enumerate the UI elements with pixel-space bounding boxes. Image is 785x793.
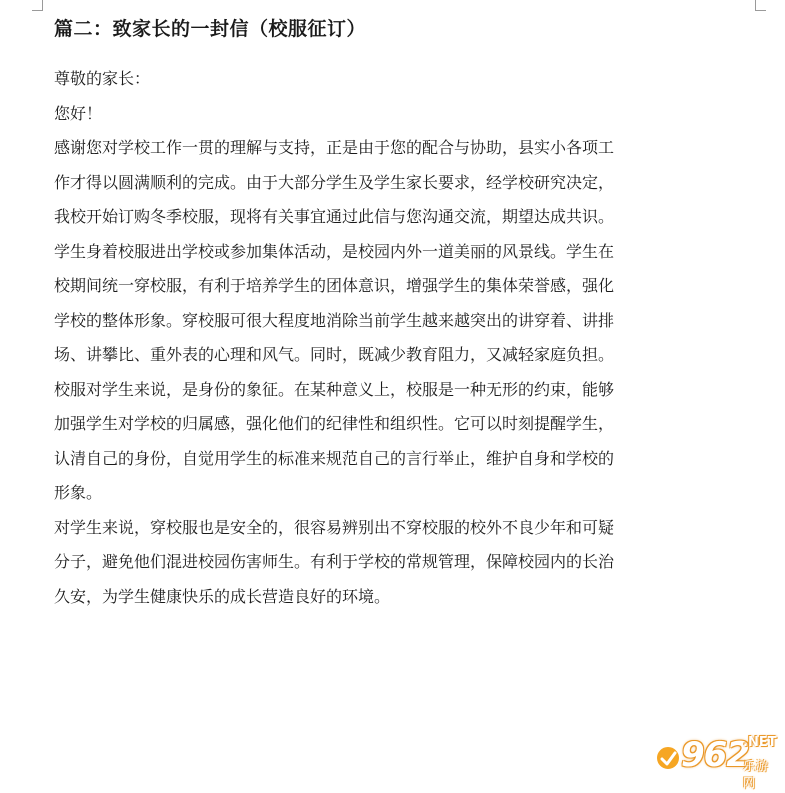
watermark-net: .NET — [743, 735, 777, 750]
watermark-logo-icon — [653, 743, 683, 773]
text-line: 形象。 — [54, 483, 103, 502]
text-line: 感谢您对学校工作一贯的理解与支持，正是由于您的配合与协助，县实小各项工 — [54, 138, 615, 157]
text-line: 分子，避免他们混进校园伤害师生。有利于学校的常规管理，保障校园内的长治 — [54, 552, 615, 571]
site-watermark — [651, 733, 779, 789]
paragraph-2 — [54, 511, 756, 615]
salutation: 尊敬的家长： — [54, 69, 151, 88]
page-corner-mark-right — [755, 0, 766, 11]
document-title: 篇二：致家长的一封信（校服征订） — [54, 18, 367, 40]
page-corner-mark-left — [32, 0, 43, 11]
text-line: 学校的整体形象。穿校服可很大程度地消除当前学生越来越突出的讲穿着、讲排 — [54, 310, 615, 330]
text-line: 作才得以圆满顺利的完成。由于大部分学生及学生家长要求，经学校研究决定， — [54, 172, 615, 192]
document-body — [54, 14, 756, 614]
text-line: 校服对学生来说，是身份的象征。在某种意义上，校服是一种无形的约束，能够 — [54, 379, 615, 399]
greeting: 您好！ — [54, 103, 103, 123]
text-line: 加强学生对学校的归属感，强化他们的纪律性和组织性。它可以时刻提醒学生， — [54, 414, 615, 433]
paragraph-1 — [54, 131, 756, 511]
text-line: 对学生来说，穿校服也是安全的，很容易辨别出不穿校服的校外不良少年和可疑 — [54, 517, 615, 537]
text-line: 我校开始订购冬季校服，现将有关事宜通过此信与您沟通交流，期望达成共识。 — [54, 207, 615, 226]
watermark-number: 962 — [681, 735, 749, 775]
text-line: 学生身着校服进出学校或参加集体活动，是校园内外一道美丽的风景线。学生在 — [54, 241, 615, 261]
text-line: 久安，为学生健康快乐的成长营造良好的环境。 — [54, 586, 391, 606]
watermark-site-name: 乐游网 — [743, 759, 770, 790]
text-line: 校期间统一穿校服，有利于培养学生的团体意识，增强学生的集体荣誉感，强化 — [54, 276, 615, 295]
text-line: 认清自己的身份，自觉用学生的标准来规范自己的言行举止，维护自身和学校的 — [54, 448, 615, 468]
text-line: 场、讲攀比、重外表的心理和风气。同时，既减少教育阻力，又减轻家庭负担。 — [54, 345, 615, 364]
